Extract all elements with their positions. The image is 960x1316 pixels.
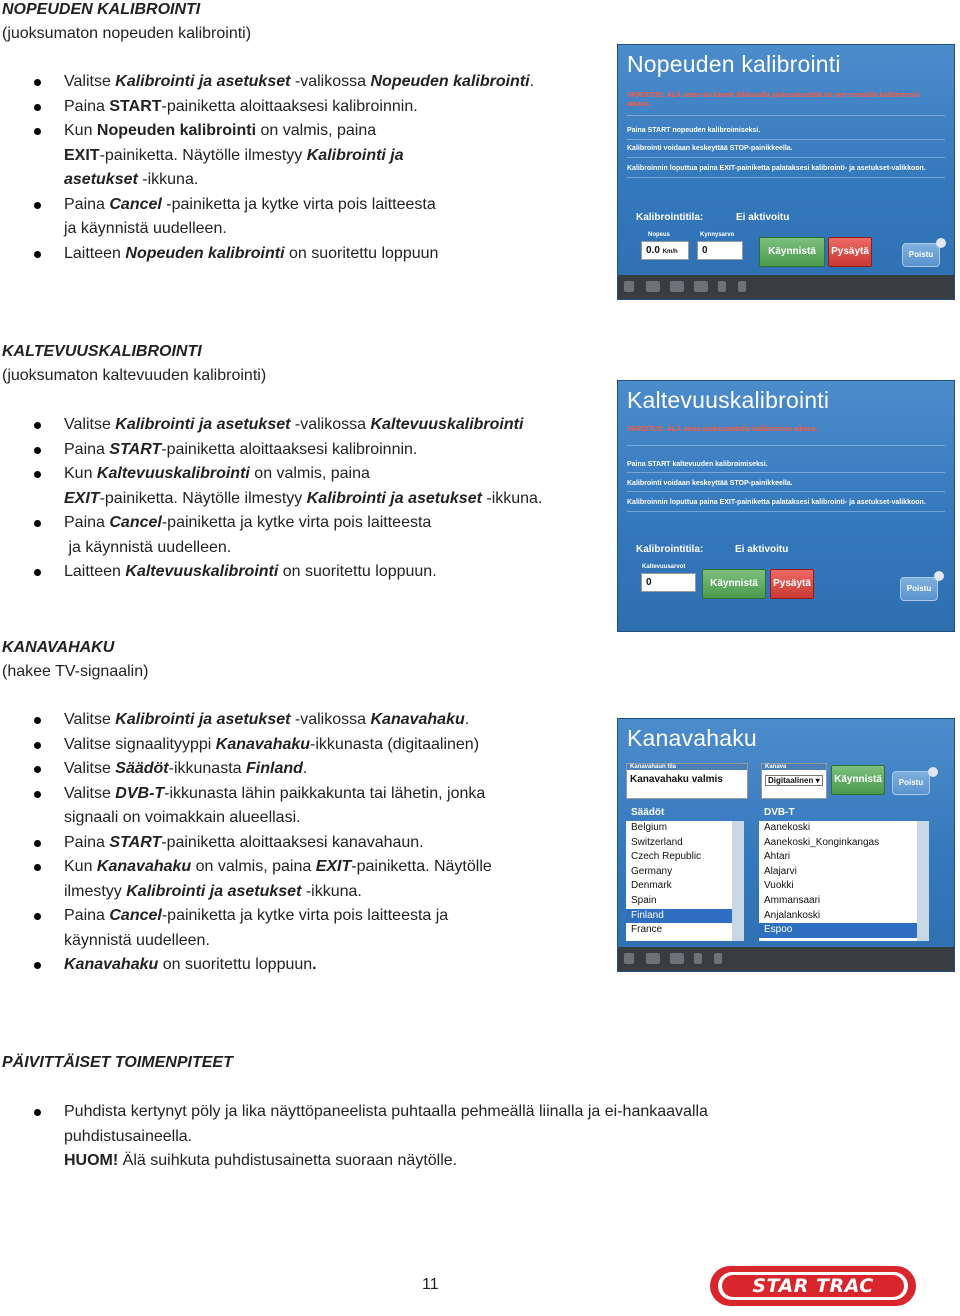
divider (627, 445, 945, 446)
warning-text: VAROITUS: ÄLÄ seiso tai kävele liikkuvalla juoksualustalla tai sen reunoilla kalibroinnin (627, 92, 920, 99)
bottom-toolbar (618, 275, 954, 299)
exit-button[interactable]: Poistu (902, 243, 940, 267)
section-title: KANAVAHAKU (2, 639, 115, 656)
start-button[interactable]: Käynnistä (831, 765, 885, 795)
section-speed-calibration (2, 0, 251, 44)
instruction-line: Kalibrointi voidaan keskeyttää STOP-painikkeella. (627, 480, 793, 487)
bottom-toolbar (618, 947, 954, 971)
channel-search-screenshot (617, 718, 955, 972)
indicator-dot-icon (936, 238, 946, 248)
stop-button[interactable]: Pysäytä (770, 569, 814, 599)
tool-icon[interactable] (714, 953, 722, 964)
section-title: PÄIVITTÄISET TOIMENPITEET (2, 1054, 233, 1071)
list-item: Laitteen Nopeuden kalibrointi on suoritettu loppuun (30, 242, 534, 267)
section-subtitle: (hakee TV-signaalin) (2, 663, 149, 680)
search-state-box (626, 763, 748, 799)
page-number: 11 (422, 1276, 439, 1293)
search-state-label: Kanavahaun tila (627, 764, 747, 770)
status-value: Ei aktivoitu (736, 212, 790, 223)
country-item[interactable]: Czech Republic (631, 851, 702, 863)
list-item: Paina START-painiketta aloittaaksesi kalibroinnin. (30, 95, 534, 120)
list-item: Kun Kanavahaku on valmis, paina EXIT-painiketta. Näytölle ilmestyy Kalibrointi ja asetukset -ikkuna. (30, 855, 492, 904)
country-item[interactable]: Belgium (631, 822, 668, 833)
country-item[interactable]: France (631, 924, 663, 936)
list-item: Kun Nopeuden kalibrointi on valmis, paina EXIT-painiketta. Näytölle ilmestyy Kalibrointi ja asetukset -ikkuna. (30, 119, 534, 193)
incline-field: 0 (641, 573, 696, 592)
list-item: Valitse Säädöt-ikkunasta Finland. (30, 757, 492, 782)
city-item[interactable]: Aanekoski (764, 822, 811, 833)
list-item: Paina Cancel-painiketta ja kytke virta pois laitteesta ja käynnistä uudelleen. (30, 511, 542, 560)
grid-icon[interactable] (646, 281, 660, 292)
start-button[interactable]: Käynnistä (759, 237, 825, 267)
warning-text-cont: aikana. (627, 101, 651, 108)
screen-title: Kaltevuuskalibrointi (627, 387, 830, 413)
start-button[interactable]: Käynnistä (702, 569, 766, 599)
exit-button[interactable]: Poistu (900, 577, 938, 601)
divider (627, 511, 945, 512)
country-list[interactable] (626, 821, 742, 941)
phone-icon[interactable] (718, 281, 726, 292)
divider (627, 177, 945, 178)
speed-steps-list (30, 70, 534, 266)
screen-icon[interactable] (670, 281, 684, 292)
list-item: Valitse DVB-T-ikkunasta lähin paikkakunta tai lähetin, jonka signaali on voimakkain alueellasi. (30, 782, 492, 831)
list-item: Puhdista kertynyt pöly ja lika näyttöpaneelista puhtaalla pehmeällä liinalla ja ei-hankaavalla puhdistusaineella. HUOM! Älä suihkuta puhdistusainetta suoraan näytölle. (30, 1100, 708, 1174)
divider (627, 472, 945, 473)
divider (627, 139, 945, 140)
screen-icon[interactable] (670, 953, 684, 964)
country-item[interactable]: Switzerland (631, 836, 683, 848)
city-scrollbar[interactable] (917, 821, 929, 941)
section-daily-maintenance (2, 1053, 233, 1073)
stop-button[interactable]: Pysäytä (828, 237, 872, 267)
city-list[interactable] (759, 821, 929, 941)
divider (627, 115, 945, 116)
speed-label: Nopeus (648, 232, 671, 238)
list-item: Paina Cancel -painiketta ja kytke virta pois laitteesta ja käynnistä uudelleen. (30, 193, 534, 242)
city-item[interactable]: Alajarvi (764, 865, 797, 877)
channel-type-select[interactable]: Digitaalinen ▾ (765, 775, 823, 786)
dvbt-label: DVB-T (764, 807, 795, 818)
instruction-line: Paina START nopeuden kalibroimiseksi. (627, 127, 761, 134)
country-item[interactable]: Spain (631, 894, 657, 906)
speed-field: 0.0 Km/h (641, 241, 689, 260)
divider (627, 491, 945, 492)
instruction-line: Kalibroinnin loputtua paina EXIT-painiketta palataksesi kalibrointi- ja asetukset-valikkoon. (627, 165, 926, 172)
list-item: Paina START-painiketta aloittaaksesi kalibroinnin. (30, 438, 542, 463)
section-channel-search (2, 638, 148, 682)
settings-label: Säädöt (631, 807, 665, 818)
tv-icon[interactable] (694, 281, 708, 292)
city-item[interactable]: Aanekoski_Konginkangas (764, 836, 880, 848)
list-item: Valitse Kalibrointi ja asetukset -valikossa Kanavahaku. (30, 708, 492, 733)
exit-button[interactable]: Poistu (892, 771, 930, 795)
instruction-line: Paina START kaltevuuden kalibroimiseksi. (627, 461, 768, 468)
section-title: NOPEUDEN KALIBROINTI (2, 1, 201, 18)
list-item: Paina Cancel-painiketta ja kytke virta pois laitteesta ja käynnistä uudelleen. (30, 904, 492, 953)
incline-calibration-screenshot (617, 380, 955, 632)
city-item[interactable]: Ammansaari (764, 894, 821, 906)
screen-title: Nopeuden kalibrointi (627, 51, 841, 77)
indicator-dot-icon (934, 571, 944, 581)
speed-calibration-screenshot (617, 44, 955, 300)
city-item[interactable]: Vuokki (764, 880, 794, 892)
city-item[interactable]: Anjalankoski (764, 909, 821, 921)
status-label: Kalibrointitila: (636, 544, 704, 555)
channel-steps-list (30, 708, 492, 978)
incline-values-label: Kaltevuusarvot (642, 564, 686, 570)
list-item: Kun Kaltevuuskalibrointi on valmis, paina EXIT-painiketta. Näytölle ilmestyy Kalibrointi ja asetukset -ikkuna. (30, 462, 542, 511)
list-item: Paina START-painiketta aloittaaksesi kanavahaun. (30, 831, 492, 856)
status-value: Ei aktivoitu (735, 544, 789, 555)
channel-type-box (761, 763, 827, 799)
instruction-line: Kalibroinnin loputtua paina EXIT-painiketta palataksesi kalibrointi- ja asetukset-valikkoon. (627, 499, 926, 506)
divider (627, 157, 945, 158)
list-item: Valitse Kalibrointi ja asetukset -valikossa Nopeuden kalibrointi. (30, 70, 534, 95)
chevron-down-icon: ▾ (815, 776, 820, 785)
list-item: Valitse Kalibrointi ja asetukset -valikossa Kaltevuuskalibrointi (30, 413, 542, 438)
section-title: KALTEVUUSKALIBROINTI (2, 343, 202, 360)
home-icon[interactable] (624, 953, 634, 964)
instruction-line: Kalibrointi voidaan keskeyttää STOP-painikkeella. (627, 145, 793, 152)
warning-text: VAROITUS: ÄLÄ seiso juoksumatolla kalibroinnin aikana. (627, 426, 818, 433)
home-icon[interactable] (624, 281, 634, 292)
logo-text: STAR TRAC (752, 1275, 874, 1297)
indicator-dot-icon (928, 767, 938, 777)
star-trac-logo (708, 1262, 918, 1310)
list-item: Laitteen Kaltevuuskalibrointi on suoritettu loppuun. (30, 560, 542, 585)
threshold-label: Kynnysarvo (700, 232, 735, 238)
status-label: Kalibrointitila: (636, 212, 704, 223)
city-item-selected[interactable]: Espoo (759, 923, 929, 938)
phone-icon[interactable] (694, 953, 702, 964)
country-item[interactable]: Germany (631, 865, 673, 877)
section-incline-calibration (2, 342, 266, 386)
incline-steps-list (30, 413, 542, 585)
country-item-selected[interactable]: Finland (626, 909, 742, 924)
channel-type-label: Kanava (762, 764, 826, 770)
threshold-field: 0 (697, 241, 743, 260)
section-subtitle: (juoksumaton kaltevuuden kalibrointi) (2, 367, 267, 384)
list-item: Kanavahaku on suoritettu loppuun. (30, 953, 492, 978)
list-item: Valitse signaalityyppi Kanavahaku-ikkunasta (digitaalinen) (30, 733, 492, 758)
maintenance-list (30, 1100, 708, 1174)
country-item[interactable]: Denmark (631, 880, 672, 892)
search-state-value: Kanavahaku valmis (630, 774, 723, 785)
city-item[interactable]: Ahtari (764, 851, 791, 863)
screen-title: Kanavahaku (627, 725, 757, 751)
tool-icon[interactable] (738, 281, 746, 292)
grid-icon[interactable] (646, 953, 660, 964)
country-scrollbar[interactable] (732, 821, 744, 941)
section-subtitle: (juoksumaton nopeuden kalibrointi) (2, 25, 252, 42)
